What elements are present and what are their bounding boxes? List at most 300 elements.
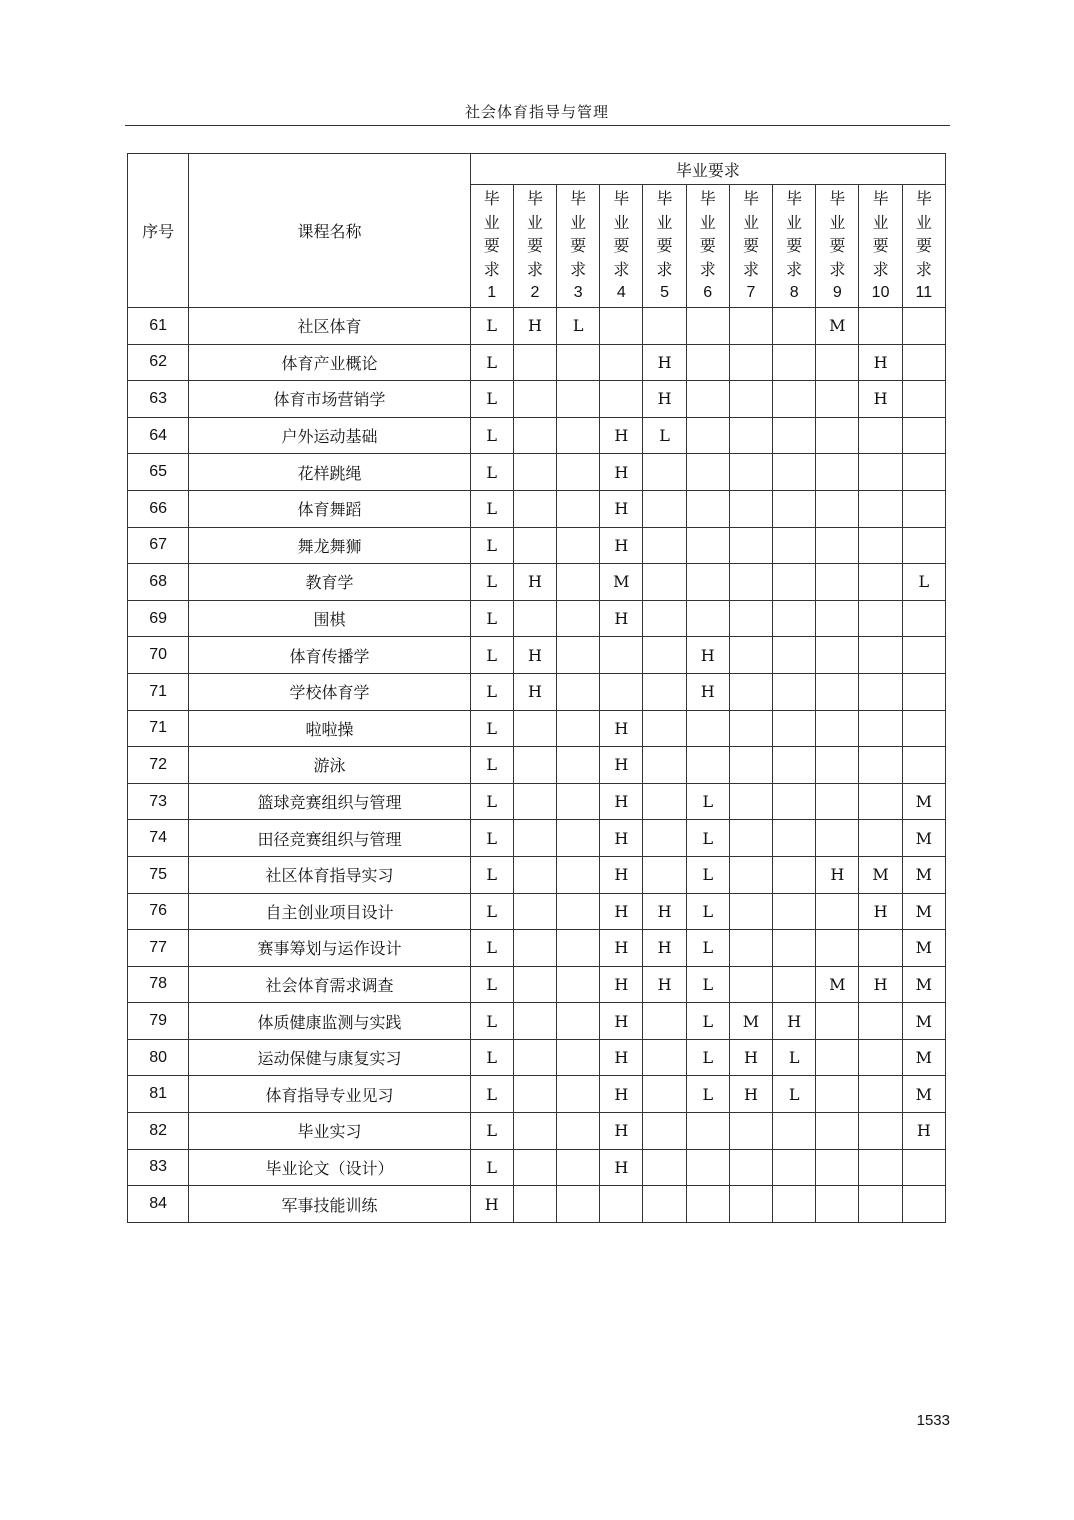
requirement-level-cell <box>557 893 600 930</box>
requirement-level-cell: H <box>600 856 643 893</box>
requirement-level-cell <box>816 710 859 747</box>
table-row <box>128 381 946 418</box>
requirement-level-cell <box>557 1003 600 1040</box>
requirement-level-cell: M <box>902 966 945 1003</box>
requirement-level-cell <box>600 344 643 381</box>
requirement-level-cell: H <box>686 637 729 674</box>
requirement-header-char: 要 <box>872 236 889 256</box>
requirement-level-cell: L <box>470 344 513 381</box>
course-name-cell: 篮球竞赛组织与管理 <box>189 783 470 820</box>
requirement-level-cell <box>643 710 686 747</box>
table-row <box>128 1149 946 1186</box>
requirement-level-cell <box>557 454 600 491</box>
table-row <box>128 1186 946 1223</box>
requirement-header-number: 8 <box>789 284 799 302</box>
requirement-level-cell <box>643 673 686 710</box>
requirement-level-cell <box>859 1076 902 1113</box>
requirement-level-cell: H <box>600 930 643 967</box>
row-index-cell: 67 <box>128 527 189 564</box>
requirement-level-cell: L <box>686 820 729 857</box>
requirement-level-cell <box>513 1186 556 1223</box>
requirement-header-3 <box>557 185 600 308</box>
requirement-header-char: 毕 <box>526 189 543 209</box>
requirement-level-cell: L <box>773 1039 816 1076</box>
requirement-header-char: 毕 <box>613 189 630 209</box>
requirement-header-1 <box>470 185 513 308</box>
requirement-level-cell <box>557 930 600 967</box>
requirement-level-cell <box>902 381 945 418</box>
requirement-level-cell <box>686 564 729 601</box>
requirement-level-cell: L <box>470 454 513 491</box>
requirement-level-cell: L <box>686 783 729 820</box>
requirement-level-cell <box>513 893 556 930</box>
requirement-level-cell: L <box>686 1039 729 1076</box>
requirement-level-cell <box>513 1076 556 1113</box>
requirement-level-cell <box>600 673 643 710</box>
requirement-level-cell: H <box>859 344 902 381</box>
requirement-level-cell <box>686 527 729 564</box>
requirement-header-char: 业 <box>742 212 759 232</box>
course-name-cell: 啦啦操 <box>189 710 470 747</box>
requirement-level-cell <box>773 527 816 564</box>
requirement-level-cell: L <box>470 1003 513 1040</box>
row-index-cell: 71 <box>128 710 189 747</box>
running-header-title: 社会体育指导与管理 <box>464 103 609 121</box>
requirement-level-cell <box>600 308 643 345</box>
requirement-level-cell <box>902 710 945 747</box>
requirement-level-cell <box>729 930 772 967</box>
requirement-level-cell: L <box>902 564 945 601</box>
requirement-level-cell <box>773 564 816 601</box>
table-body <box>128 308 946 1223</box>
requirement-level-cell <box>902 673 945 710</box>
requirement-level-cell <box>773 820 816 857</box>
course-name-cell: 体育产业概论 <box>189 344 470 381</box>
requirement-header-char: 毕 <box>915 189 932 209</box>
requirement-level-cell <box>643 783 686 820</box>
requirement-level-cell <box>557 966 600 1003</box>
requirement-level-cell <box>643 1149 686 1186</box>
course-name-cell: 体育指导专业见习 <box>189 1076 470 1113</box>
requirement-header-char: 业 <box>613 212 630 232</box>
requirement-level-cell <box>773 308 816 345</box>
requirement-header-char: 毕 <box>742 189 759 209</box>
requirement-level-cell <box>513 856 556 893</box>
course-name-cell: 社区体育 <box>189 308 470 345</box>
table-row <box>128 710 946 747</box>
requirement-level-cell <box>513 930 556 967</box>
requirement-level-cell <box>686 454 729 491</box>
requirement-header-number: 11 <box>915 284 933 302</box>
requirement-level-cell: H <box>513 564 556 601</box>
requirement-level-cell <box>557 747 600 784</box>
course-name-cell: 毕业论文（设计） <box>189 1149 470 1186</box>
requirement-level-cell: L <box>470 490 513 527</box>
requirement-level-cell <box>859 1113 902 1150</box>
requirement-header-2 <box>513 185 556 308</box>
requirement-header-char: 求 <box>699 259 716 279</box>
requirement-level-cell <box>773 856 816 893</box>
requirement-level-cell: M <box>902 820 945 857</box>
requirement-header-number: 3 <box>573 284 583 302</box>
requirement-level-cell <box>729 673 772 710</box>
requirement-level-cell <box>729 820 772 857</box>
row-index-cell: 80 <box>128 1039 189 1076</box>
requirement-level-cell <box>773 381 816 418</box>
requirement-header-char: 毕 <box>699 189 716 209</box>
requirement-level-cell: M <box>902 783 945 820</box>
requirement-level-cell <box>729 344 772 381</box>
requirement-level-cell <box>773 490 816 527</box>
requirement-level-cell: H <box>686 673 729 710</box>
requirement-header-number: 7 <box>746 284 756 302</box>
requirement-level-cell <box>643 1113 686 1150</box>
requirement-level-cell: H <box>600 454 643 491</box>
requirement-level-cell: H <box>729 1076 772 1113</box>
requirement-level-cell <box>729 600 772 637</box>
requirement-level-cell: H <box>513 637 556 674</box>
requirement-level-cell <box>513 454 556 491</box>
requirement-level-cell <box>686 747 729 784</box>
requirement-level-cell <box>686 490 729 527</box>
requirement-level-cell <box>859 1149 902 1186</box>
requirement-level-cell: L <box>470 1076 513 1113</box>
requirement-header-number: 2 <box>530 284 540 302</box>
requirement-level-cell <box>773 673 816 710</box>
requirement-header-char: 要 <box>656 236 673 256</box>
requirement-level-cell <box>686 1186 729 1223</box>
requirement-header-char: 求 <box>915 259 932 279</box>
requirement-level-cell <box>902 637 945 674</box>
requirement-level-cell <box>686 381 729 418</box>
course-name-cell: 舞龙舞狮 <box>189 527 470 564</box>
requirement-header-char: 毕 <box>570 189 587 209</box>
requirement-level-cell <box>643 454 686 491</box>
header-rule <box>125 125 950 126</box>
requirement-level-cell <box>859 417 902 454</box>
requirement-level-cell: H <box>643 381 686 418</box>
requirement-level-cell <box>859 527 902 564</box>
course-name-cell: 围棋 <box>189 600 470 637</box>
row-index-cell: 83 <box>128 1149 189 1186</box>
requirement-level-cell <box>773 930 816 967</box>
row-index-cell: 78 <box>128 966 189 1003</box>
requirement-header-char: 业 <box>915 212 932 232</box>
requirement-header-5 <box>643 185 686 308</box>
table-row <box>128 344 946 381</box>
table-row <box>128 856 946 893</box>
requirement-header-char: 求 <box>526 259 543 279</box>
requirement-level-cell: H <box>902 1113 945 1150</box>
requirement-level-cell: L <box>470 600 513 637</box>
requirement-level-cell <box>816 1076 859 1113</box>
requirement-level-cell: M <box>816 308 859 345</box>
column-header-index: 序号 <box>128 154 189 308</box>
requirement-level-cell <box>859 820 902 857</box>
requirement-header-char: 要 <box>786 236 803 256</box>
row-index-cell: 84 <box>128 1186 189 1223</box>
requirement-header-number: 5 <box>660 284 669 302</box>
table-row <box>128 747 946 784</box>
requirement-level-cell <box>859 1039 902 1076</box>
requirement-level-cell <box>557 710 600 747</box>
requirement-level-cell: L <box>470 564 513 601</box>
requirement-level-cell: L <box>470 783 513 820</box>
table-row <box>128 308 946 345</box>
requirement-level-cell <box>686 1113 729 1150</box>
requirement-level-cell <box>643 856 686 893</box>
requirement-level-cell <box>557 600 600 637</box>
requirement-level-cell <box>513 1039 556 1076</box>
requirement-level-cell <box>513 417 556 454</box>
requirement-level-cell: M <box>902 1039 945 1076</box>
requirement-level-cell <box>816 820 859 857</box>
requirement-level-cell <box>513 381 556 418</box>
graduation-requirements-table <box>127 153 946 1223</box>
table-row <box>128 600 946 637</box>
course-name-cell: 军事技能训练 <box>189 1186 470 1223</box>
requirement-level-cell <box>902 308 945 345</box>
course-name-cell: 体育市场营销学 <box>189 381 470 418</box>
requirement-level-cell <box>557 856 600 893</box>
row-index-cell: 68 <box>128 564 189 601</box>
requirement-level-cell: L <box>557 308 600 345</box>
requirement-level-cell <box>643 1186 686 1223</box>
row-index-cell: 64 <box>128 417 189 454</box>
requirement-header-char: 业 <box>699 212 716 232</box>
requirement-level-cell: H <box>859 966 902 1003</box>
requirement-level-cell <box>513 490 556 527</box>
requirement-level-cell: H <box>600 1039 643 1076</box>
requirement-level-cell: H <box>600 1076 643 1113</box>
table-row <box>128 783 946 820</box>
requirement-header-char: 业 <box>829 212 846 232</box>
requirement-header-char: 要 <box>829 236 846 256</box>
requirement-level-cell: H <box>859 381 902 418</box>
requirement-level-cell <box>859 710 902 747</box>
requirement-header-char: 毕 <box>872 189 889 209</box>
requirement-level-cell: M <box>859 856 902 893</box>
requirement-level-cell <box>729 856 772 893</box>
requirement-level-cell <box>902 600 945 637</box>
requirement-level-cell: L <box>470 710 513 747</box>
requirement-level-cell <box>557 417 600 454</box>
course-name-cell: 毕业实习 <box>189 1113 470 1150</box>
requirement-level-cell <box>773 747 816 784</box>
requirement-level-cell <box>859 490 902 527</box>
requirement-level-cell <box>816 747 859 784</box>
requirement-level-cell <box>902 417 945 454</box>
requirement-level-cell <box>686 344 729 381</box>
requirement-level-cell <box>729 966 772 1003</box>
requirement-level-cell <box>902 1186 945 1223</box>
requirement-header-char: 要 <box>699 236 716 256</box>
requirement-level-cell <box>816 1039 859 1076</box>
table-row <box>128 1003 946 1040</box>
row-index-cell: 63 <box>128 381 189 418</box>
requirement-level-cell: L <box>643 417 686 454</box>
requirement-level-cell: L <box>470 966 513 1003</box>
requirement-level-cell <box>902 454 945 491</box>
requirement-level-cell: H <box>859 893 902 930</box>
requirement-level-cell <box>816 893 859 930</box>
requirement-level-cell: M <box>816 966 859 1003</box>
requirement-level-cell <box>729 710 772 747</box>
requirement-level-cell <box>773 600 816 637</box>
requirement-header-11 <box>902 185 945 308</box>
table-row <box>128 930 946 967</box>
requirement-level-cell <box>513 783 556 820</box>
course-name-cell: 运动保健与康复实习 <box>189 1039 470 1076</box>
requirement-level-cell <box>729 490 772 527</box>
requirement-level-cell <box>643 747 686 784</box>
requirement-header-char: 业 <box>656 212 673 232</box>
row-index-cell: 65 <box>128 454 189 491</box>
requirement-header-char: 要 <box>915 236 932 256</box>
requirement-level-cell <box>643 308 686 345</box>
requirement-header-char: 求 <box>570 259 587 279</box>
requirement-level-cell <box>513 966 556 1003</box>
requirement-header-char: 业 <box>872 212 889 232</box>
table-row <box>128 1113 946 1150</box>
requirement-level-cell <box>902 747 945 784</box>
requirement-level-cell <box>859 783 902 820</box>
requirement-level-cell <box>686 710 729 747</box>
row-index-cell: 82 <box>128 1113 189 1150</box>
course-name-cell: 花样跳绳 <box>189 454 470 491</box>
requirement-level-cell <box>686 1149 729 1186</box>
requirement-level-cell <box>513 820 556 857</box>
requirement-header-char: 毕 <box>786 189 803 209</box>
row-index-cell: 69 <box>128 600 189 637</box>
requirement-header-char: 求 <box>656 259 673 279</box>
requirement-level-cell <box>902 1149 945 1186</box>
requirement-level-cell: M <box>902 1076 945 1113</box>
requirement-level-cell: L <box>686 930 729 967</box>
table-row <box>128 966 946 1003</box>
table-row <box>128 417 946 454</box>
requirement-header-char: 业 <box>786 212 803 232</box>
course-name-cell: 赛事筹划与运作设计 <box>189 930 470 967</box>
requirement-level-cell <box>859 308 902 345</box>
requirement-level-cell <box>557 783 600 820</box>
requirement-level-cell <box>816 454 859 491</box>
row-index-cell: 77 <box>128 930 189 967</box>
requirement-level-cell: L <box>470 930 513 967</box>
requirement-header-char: 业 <box>570 212 587 232</box>
row-index-cell: 81 <box>128 1076 189 1113</box>
requirement-level-cell: M <box>902 856 945 893</box>
requirement-level-cell: L <box>470 1039 513 1076</box>
requirement-level-cell <box>773 344 816 381</box>
row-index-cell: 76 <box>128 893 189 930</box>
requirement-header-char: 毕 <box>829 189 846 209</box>
requirement-header-char: 要 <box>742 236 759 256</box>
course-name-cell: 自主创业项目设计 <box>189 893 470 930</box>
requirement-level-cell <box>773 1149 816 1186</box>
course-name-cell: 体育传播学 <box>189 637 470 674</box>
requirement-level-cell: H <box>600 893 643 930</box>
requirement-header-char: 毕 <box>483 189 500 209</box>
requirement-level-cell <box>513 710 556 747</box>
course-name-cell: 田径竞赛组织与管理 <box>189 820 470 857</box>
requirement-level-cell: H <box>643 930 686 967</box>
requirement-level-cell <box>729 893 772 930</box>
requirement-level-cell <box>513 1149 556 1186</box>
requirement-level-cell <box>729 747 772 784</box>
requirement-header-number: 6 <box>703 284 713 302</box>
requirement-level-cell <box>600 1186 643 1223</box>
requirement-level-cell <box>816 417 859 454</box>
requirement-level-cell: L <box>686 1003 729 1040</box>
requirement-header-char: 求 <box>613 259 630 279</box>
row-index-cell: 72 <box>128 747 189 784</box>
requirement-level-cell <box>816 381 859 418</box>
requirement-header-char: 求 <box>786 259 803 279</box>
requirement-level-cell <box>557 344 600 381</box>
requirement-header-char: 求 <box>483 259 500 279</box>
table-row <box>128 527 946 564</box>
requirement-level-cell: H <box>643 893 686 930</box>
requirement-level-cell: H <box>600 417 643 454</box>
requirement-level-cell <box>513 1113 556 1150</box>
requirement-level-cell <box>729 308 772 345</box>
requirement-level-cell <box>513 600 556 637</box>
requirement-header-number: 1 <box>487 284 497 302</box>
requirement-level-cell: L <box>470 637 513 674</box>
course-name-cell: 社区体育指导实习 <box>189 856 470 893</box>
requirement-level-cell: L <box>470 417 513 454</box>
requirement-header-char: 求 <box>829 259 846 279</box>
requirement-level-cell <box>816 1003 859 1040</box>
requirement-header-8 <box>773 185 816 308</box>
row-index-cell: 79 <box>128 1003 189 1040</box>
course-name-cell: 体育舞蹈 <box>189 490 470 527</box>
requirement-level-cell <box>729 527 772 564</box>
requirement-level-cell <box>729 1113 772 1150</box>
requirement-level-cell <box>859 1186 902 1223</box>
requirement-level-cell: L <box>470 856 513 893</box>
requirement-header-number: 9 <box>832 284 842 302</box>
requirement-level-cell <box>816 637 859 674</box>
requirement-level-cell: L <box>470 381 513 418</box>
requirement-level-cell <box>773 637 816 674</box>
requirement-header-number: 10 <box>871 284 890 302</box>
requirement-level-cell <box>600 637 643 674</box>
requirement-level-cell: M <box>902 1003 945 1040</box>
requirement-level-cell <box>557 673 600 710</box>
course-name-cell: 体质健康监测与实践 <box>189 1003 470 1040</box>
requirement-level-cell <box>773 966 816 1003</box>
requirement-level-cell <box>816 783 859 820</box>
requirement-level-cell <box>816 600 859 637</box>
requirement-level-cell: L <box>470 893 513 930</box>
requirement-level-cell: L <box>470 1113 513 1150</box>
requirement-level-cell <box>816 930 859 967</box>
requirement-level-cell: H <box>600 490 643 527</box>
requirement-level-cell <box>773 710 816 747</box>
course-name-cell: 户外运动基础 <box>189 417 470 454</box>
requirement-level-cell <box>513 527 556 564</box>
requirement-level-cell <box>729 454 772 491</box>
table-row <box>128 564 946 601</box>
requirement-level-cell: H <box>600 747 643 784</box>
requirement-level-cell: H <box>600 710 643 747</box>
course-name-cell: 学校体育学 <box>189 673 470 710</box>
requirement-level-cell: H <box>643 344 686 381</box>
requirement-level-cell: H <box>470 1186 513 1223</box>
requirement-level-cell <box>643 1076 686 1113</box>
